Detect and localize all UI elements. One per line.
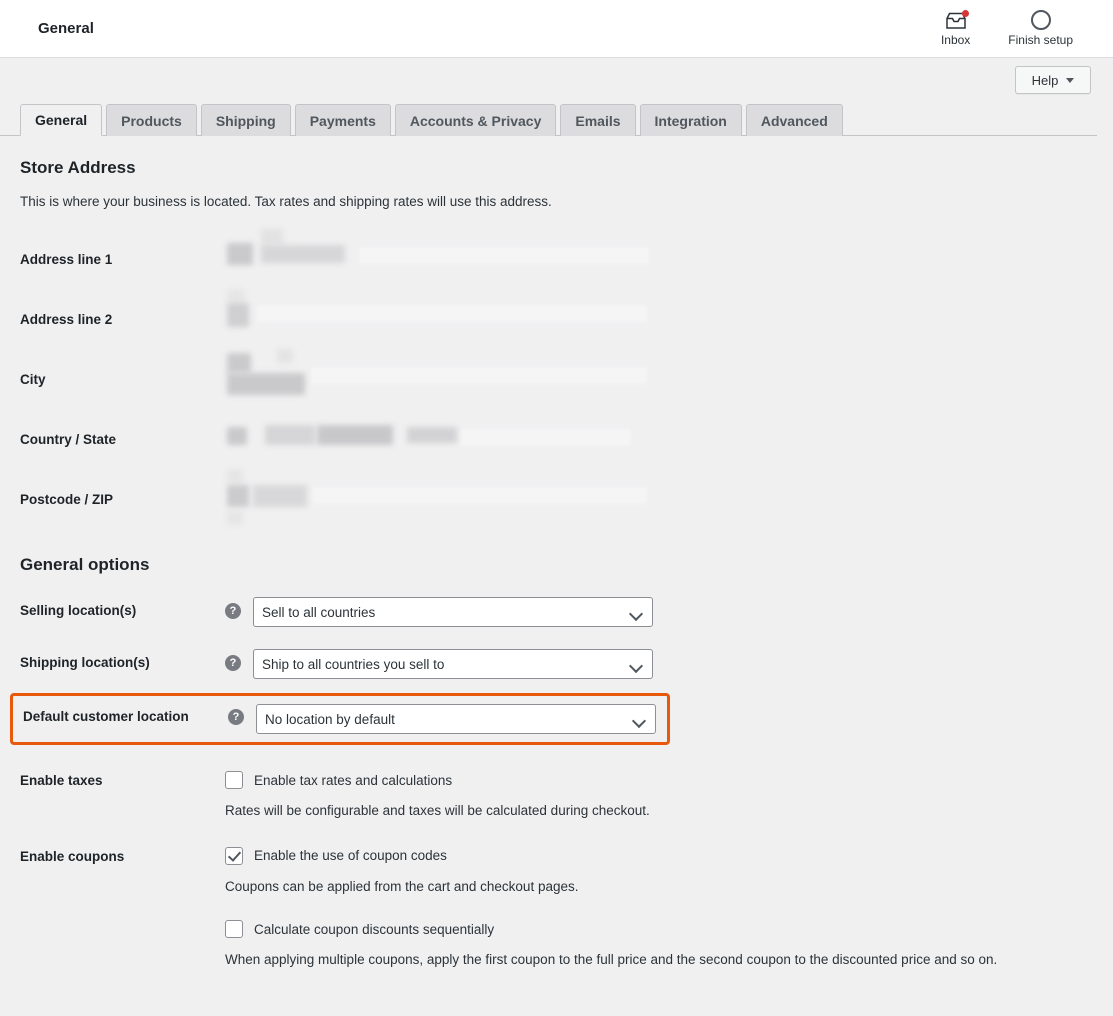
enable-coupons-label: Enable coupons — [20, 848, 125, 864]
address-line-2-field[interactable] — [225, 289, 1097, 349]
address-line-2-row — [20, 289, 1097, 349]
general-options-heading: General options — [20, 555, 150, 574]
tab-integration[interactable] — [640, 104, 742, 136]
selling-locations-select-wrap — [253, 597, 653, 627]
state-input[interactable] — [461, 429, 631, 446]
enable-coupons-checkbox-line — [225, 847, 1097, 865]
tab-integration-label: Integration — [654, 112, 727, 129]
enable-taxes-checkbox[interactable] — [225, 771, 243, 789]
blur-block — [253, 485, 307, 507]
blur-block — [317, 425, 393, 445]
finish-setup-label: Finish setup — [1008, 33, 1073, 47]
country-state-field[interactable] — [225, 409, 1097, 469]
enable-coupons-checkbox-label: Enable the use of coupon codes — [254, 848, 447, 864]
postcode-zip-row — [20, 469, 1097, 529]
tab-shipping[interactable] — [201, 104, 291, 136]
enable-taxes-row — [20, 771, 1097, 821]
blur-block — [227, 289, 245, 303]
inbox-label: Inbox — [940, 33, 971, 47]
shipping-locations-label: Shipping location(s) — [20, 655, 150, 670]
shipping-locations-row — [20, 649, 1097, 679]
settings-tabs — [0, 102, 1097, 136]
tab-advanced-label: Advanced — [760, 112, 828, 129]
shipping-locations-select-wrap — [253, 649, 653, 679]
blur-block — [261, 245, 345, 263]
tab-emails-label: Emails — [575, 112, 621, 129]
tab-accounts-privacy[interactable] — [395, 104, 557, 136]
tab-payments[interactable] — [295, 104, 391, 136]
address-line-1-input[interactable] — [359, 247, 649, 264]
sequential-coupons-checkbox-line — [225, 920, 1097, 938]
blur-block — [227, 303, 249, 327]
blur-block — [227, 353, 251, 373]
enable-taxes-checkbox-line — [225, 771, 1097, 789]
tab-general[interactable] — [20, 104, 102, 136]
city-row — [20, 349, 1097, 409]
postcode-zip-label: Postcode / ZIP — [20, 491, 114, 507]
admin-topbar — [0, 0, 1113, 58]
city-label: City — [20, 371, 46, 387]
inbox-button[interactable] — [941, 12, 970, 47]
finish-setup-button[interactable] — [1008, 10, 1073, 47]
enable-coupons-controls — [225, 847, 1097, 970]
circle-progress-icon — [1031, 10, 1051, 30]
default-customer-location-highlight — [10, 693, 670, 745]
help-button-label: Help — [1031, 72, 1059, 88]
address-line-2-input[interactable] — [257, 305, 647, 322]
inbox-icon — [946, 12, 966, 30]
tab-products[interactable] — [106, 104, 197, 136]
enable-coupons-row — [20, 847, 1097, 970]
enable-taxes-controls — [225, 771, 1097, 821]
help-button[interactable] — [1015, 66, 1091, 94]
inbox-badge — [962, 10, 969, 17]
blur-block — [227, 243, 253, 265]
chevron-down-icon — [1066, 78, 1074, 83]
selling-locations-row — [20, 597, 1097, 627]
city-field[interactable] — [225, 349, 1097, 409]
page-title: General — [38, 20, 94, 37]
city-input[interactable] — [311, 367, 647, 384]
blur-block — [407, 427, 457, 443]
postcode-zip-input[interactable] — [313, 487, 647, 504]
country-state-row — [20, 409, 1097, 469]
address-line-1-field[interactable] — [225, 229, 1097, 289]
tab-emails[interactable] — [560, 104, 635, 136]
postcode-zip-field[interactable] — [225, 469, 1097, 529]
blur-block — [227, 373, 305, 395]
country-state-label: Country / State — [20, 431, 117, 447]
blur-block — [265, 425, 315, 445]
address-line-1-label: Address line 1 — [20, 251, 113, 267]
sequential-coupons-description: When applying multiple coupons, apply the first coupon to the full price and the second coupon to the discounted price and so on. — [225, 952, 998, 968]
help-tip-icon[interactable]: ? — [228, 709, 244, 725]
sequential-coupons-checkbox-label: Calculate coupon discounts sequentially — [254, 921, 495, 937]
enable-taxes-description: Rates will be configurable and taxes will be calculated during checkout. — [225, 803, 650, 818]
tab-accounts-privacy-label: Accounts & Privacy — [409, 112, 542, 129]
enable-coupons-checkbox[interactable] — [225, 847, 243, 865]
help-row — [0, 58, 1113, 102]
default-customer-location-label: Default customer location — [23, 709, 189, 724]
default-customer-location-select[interactable] — [256, 704, 656, 734]
tab-shipping-label: Shipping — [215, 112, 276, 129]
blur-block — [227, 485, 249, 507]
selling-locations-label: Selling location(s) — [20, 603, 137, 618]
enable-taxes-checkbox-label: Enable tax rates and calculations — [254, 772, 453, 788]
enable-taxes-label: Enable taxes — [20, 773, 103, 788]
selling-locations-select[interactable] — [253, 597, 653, 627]
blur-block — [261, 229, 283, 245]
settings-content — [0, 158, 1113, 970]
store-address-heading: Store Address — [20, 158, 136, 177]
tab-general-label: General — [35, 112, 88, 128]
help-tip-icon[interactable]: ? — [225, 603, 241, 619]
store-address-form — [20, 229, 1097, 529]
address-line-1-row — [20, 229, 1097, 289]
tab-products-label: Products — [121, 112, 182, 129]
tab-advanced[interactable] — [746, 104, 843, 136]
blur-block — [277, 349, 293, 363]
tab-payments-label: Payments — [309, 112, 376, 129]
help-tip-icon[interactable]: ? — [225, 655, 241, 671]
blur-block — [227, 427, 247, 445]
default-customer-location-select-wrap — [256, 704, 656, 734]
topbar-actions — [941, 10, 1089, 47]
shipping-locations-select[interactable] — [253, 649, 653, 679]
blur-block — [227, 469, 243, 483]
sequential-coupons-checkbox[interactable] — [225, 920, 243, 938]
store-address-description: This is where your business is located. Tax rates and shipping rates will use this address. — [20, 194, 552, 209]
address-line-2-label: Address line 2 — [20, 311, 113, 327]
enable-coupons-description: Coupons can be applied from the cart and checkout pages. — [225, 878, 579, 894]
blur-block — [227, 511, 243, 525]
